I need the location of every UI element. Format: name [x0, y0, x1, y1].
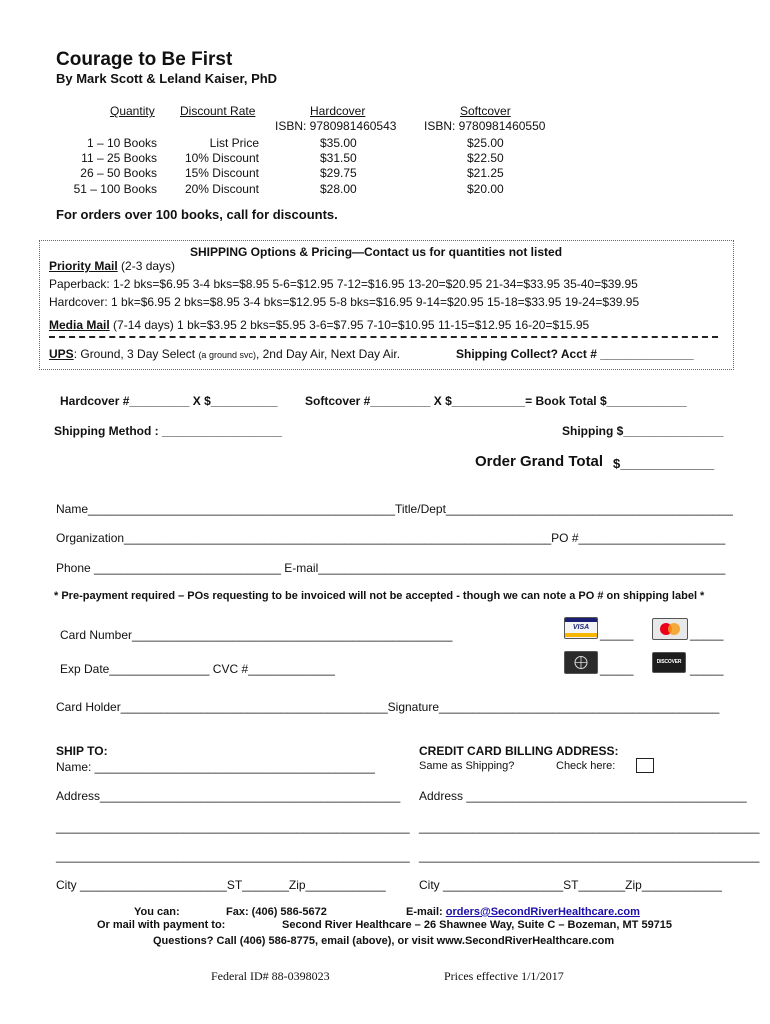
price-row-soft: $22.50 — [467, 151, 504, 165]
price-row-discount: List Price — [209, 136, 259, 150]
same-as-shipping: Same as Shipping? — [419, 760, 515, 772]
media-mail-line — [49, 318, 589, 332]
email-link[interactable]: orders@SecondRiverHealthcare.com — [445, 906, 640, 918]
bulk-order-note: For orders over 100 books, call for discounts. — [56, 207, 338, 222]
organization-po-line[interactable]: Organization________________________________________________________________PO #______________________ — [56, 531, 726, 545]
cardholder-signature-line[interactable]: Card Holder________________________________________Signature__________________________________________ — [56, 700, 720, 714]
price-row-soft: $25.00 — [467, 136, 504, 150]
price-row-qty: 51 – 100 Books — [73, 182, 157, 196]
discover-icon[interactable] — [652, 652, 686, 673]
price-row-hard: $31.50 — [320, 151, 357, 165]
ship-to-address-3[interactable]: _____________________________________________________ — [56, 849, 410, 863]
priority-mail-line — [49, 259, 175, 273]
paperback-rates: Paperback: 1-2 bks=$6.95 3-4 bks=$8.95 5-6=$12.95 7-12=$16.95 13-20=$20.95 21-34=$33.95 35-40=$39.95 — [49, 277, 638, 291]
ups-note: (a ground svc) — [198, 350, 256, 360]
hardcover-qty-line[interactable]: Hardcover #_________ X $__________ — [60, 394, 278, 408]
discover-blank[interactable]: _____ — [690, 662, 724, 676]
same-as-shipping-checkbox[interactable] — [636, 758, 654, 773]
phone-email-line[interactable]: Phone ____________________________ E-mail_____________________________________________________________ — [56, 561, 726, 575]
media-mail-rates: (7-14 days) 1 bk=$3.95 2 bks=$5.95 3-6=$7.95 7-10=$10.95 11-15=$12.95 16-20=$15.95 — [113, 318, 590, 332]
ups-line — [49, 347, 400, 361]
mastercard-blank[interactable]: _____ — [690, 627, 724, 641]
check-here-label: Check here: — [556, 760, 616, 772]
email-line — [406, 906, 640, 918]
price-row-qty: 26 – 50 Books — [80, 166, 157, 180]
you-can-label: You can: — [134, 906, 180, 918]
col-discount: Discount Rate — [180, 104, 256, 118]
amex-blank[interactable]: _____ — [600, 662, 634, 676]
ups-services-2: , 2nd Day Air, Next Day Air. — [255, 347, 401, 361]
price-row-hard: $28.00 — [320, 182, 357, 196]
grand-total-field[interactable]: $_____________ — [613, 456, 715, 471]
billing-address-2[interactable]: ___________________________________________________ — [419, 820, 760, 834]
authors: By Mark Scott & Leland Kaiser, PhD — [56, 71, 278, 86]
grand-total-label: Order Grand Total — [475, 453, 604, 470]
ship-to-city[interactable]: City ______________________ST_______Zip____________ — [56, 878, 386, 892]
ship-to-address-2[interactable]: _____________________________________________________ — [56, 820, 410, 834]
ship-to-heading: SHIP TO: — [56, 744, 108, 758]
isbn-softcover: ISBN: 9780981460550 — [424, 119, 546, 133]
amex-globe-icon — [565, 652, 597, 673]
price-row-qty: 11 – 25 Books — [81, 151, 157, 165]
price-row-soft: $21.25 — [467, 166, 504, 180]
priority-mail-label: Priority Mail — [49, 259, 118, 273]
price-row-hard: $29.75 — [320, 166, 357, 180]
mail-address: Second River Healthcare – 26 Shawnee Way, Suite C – Bozeman, MT 59715 — [282, 919, 673, 931]
amex-icon[interactable] — [564, 651, 598, 674]
page-title: Courage to Be First — [56, 49, 233, 70]
ups-label: UPS — [49, 347, 74, 361]
col-quantity: Quantity — [110, 104, 155, 118]
visa-icon[interactable] — [564, 617, 598, 639]
card-number-field[interactable]: Card Number________________________________________________ — [60, 628, 453, 642]
priority-mail-days: (2-3 days) — [121, 259, 176, 273]
billing-address-3[interactable]: ___________________________________________________ — [419, 849, 760, 863]
isbn-hardcover: ISBN: 9780981460543 — [275, 119, 397, 133]
mail-label: Or mail with payment to: — [97, 919, 226, 931]
ship-to-address[interactable]: Address_____________________________________________ — [56, 789, 401, 803]
billing-city[interactable]: City __________________ST_______Zip____________ — [419, 878, 722, 892]
visa-blank[interactable]: _____ — [600, 627, 634, 641]
price-row-qty: 1 – 10 Books — [86, 136, 157, 150]
col-softcover: Softcover — [460, 104, 511, 118]
questions-line: Questions? Call (406) 586-8775, email (above), or visit www.SecondRiverHealthcare.com — [153, 935, 615, 947]
email-label: E-mail: — [406, 906, 446, 918]
shipping-heading: SHIPPING Options & Pricing—Contact us for quantities not listed — [190, 245, 563, 259]
shipping-collect[interactable]: Shipping Collect? Acct # ______________ — [456, 347, 694, 361]
billing-heading: CREDIT CARD BILLING ADDRESS: — [419, 744, 619, 758]
price-row-discount: 15% Discount — [184, 166, 259, 180]
divider — [49, 336, 718, 338]
visa-label: VISA — [572, 624, 590, 631]
shipping-method-field[interactable]: Shipping Method : __________________ — [54, 424, 283, 438]
billing-address[interactable]: Address __________________________________________ — [419, 789, 747, 803]
price-row-soft: $20.00 — [467, 182, 504, 196]
federal-id: Federal ID# 88-0398023 — [211, 969, 330, 983]
ship-to-name[interactable]: Name: __________________________________________ — [56, 760, 375, 774]
name-title-line[interactable]: Name______________________________________________Title/Dept___________________________________________ — [56, 502, 733, 516]
hardcover-rates: Hardcover: 1 bk=$6.95 2 bks=$8.95 3-4 bks=$12.95 5-8 bks=$16.95 9-14=$20.95 15-18=$33.95 19-24=$39.95 — [49, 295, 640, 309]
prices-effective: Prices effective 1/1/2017 — [444, 969, 564, 983]
price-row-discount: 10% Discount — [184, 151, 259, 165]
col-hardcover: Hardcover — [310, 104, 366, 118]
mastercard-circles-icon — [653, 619, 687, 639]
ups-services: : Ground, 3 Day Select — [73, 347, 196, 361]
fax-number: Fax: (406) 586-5672 — [226, 906, 327, 918]
prepayment-note: * Pre-payment required – POs requesting to be invoiced will not be accepted - though we can note a PO # on shipping label * — [54, 590, 705, 602]
discover-label: DISCOVER — [656, 659, 682, 665]
price-row-discount: 20% Discount — [184, 182, 259, 196]
media-mail-label: Media Mail — [49, 318, 110, 332]
shipping-cost-field[interactable]: Shipping $_______________ — [562, 424, 724, 438]
price-row-hard: $35.00 — [320, 136, 357, 150]
softcover-qty-line[interactable]: Softcover #_________ X $___________= Book Total $____________ — [305, 394, 687, 408]
mastercard-icon[interactable] — [652, 618, 688, 640]
exp-cvc-field[interactable]: Exp Date_______________ CVC #_____________ — [60, 662, 335, 676]
